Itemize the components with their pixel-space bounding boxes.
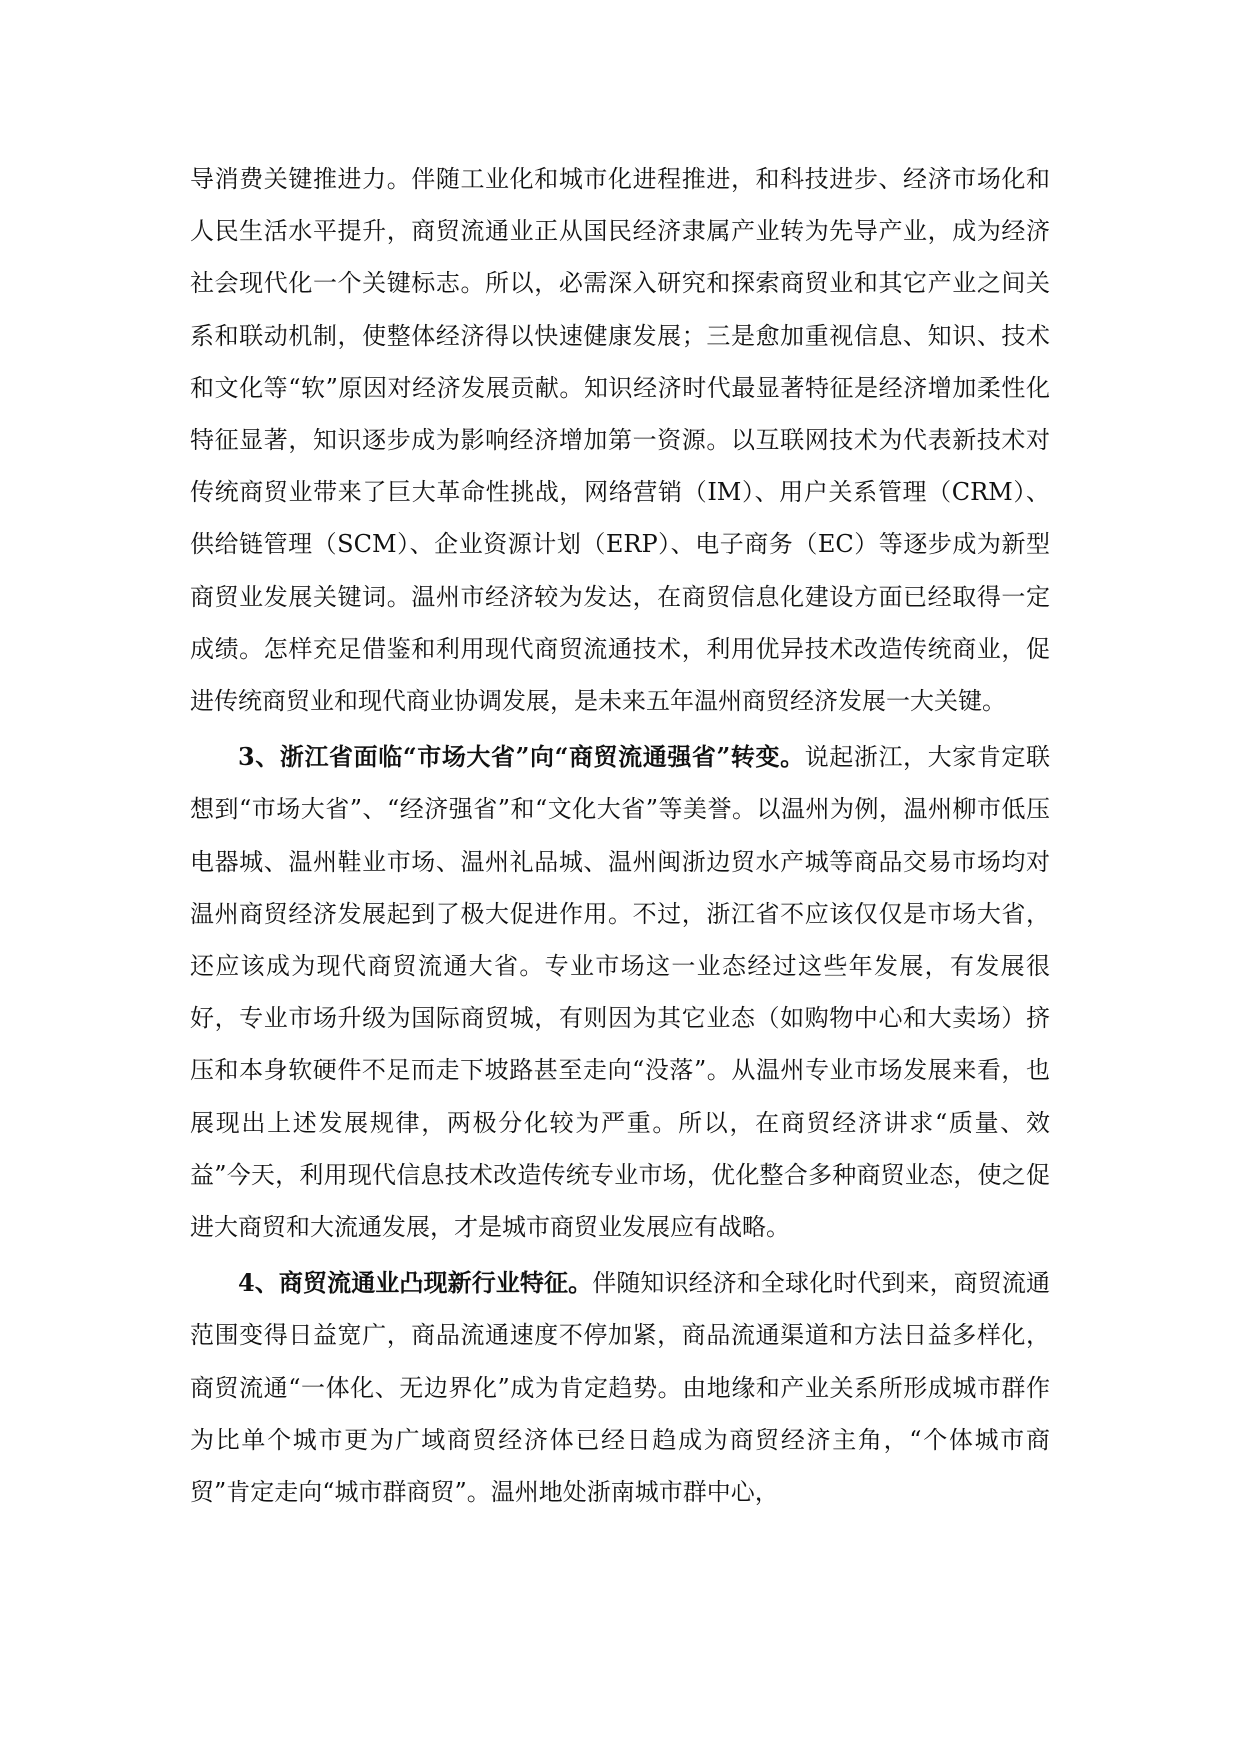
- paragraph-text: 说起浙江，大家肯定联想到“市场大省”、“经济强省”和“文化大省”等美誉。以温州为例，温州柳市低压电器城、温州鞋业市场、温州礼品城、温州闽浙边贸水产城等商品交易市场均对温州商贸经济发展起到了极大促进作用。不过，浙江省不应该仅仅是市场大省，还应该成为现代商贸流通大省。专业市场这一业态经过这些年发展，有发展很好，专业市场升级为国际商贸城，有则因为其它业态（如购物中心和大卖场）挤压和本身软硬件不足而走下坡路甚至走向“没落”。从温州专业市场发展来看，也展现出上述发展规律，两极分化较为严重。所以，在商贸经济讲求“质量、效益”今天，利用现代信息技术改造传统专业市场，优化整合多种商贸业态，使之促进大商贸和大流通发展，才是城市商贸业发展应有战略。: [190, 743, 1051, 1242]
- paragraph-text: 伴随知识经济和全球化时代到来，商贸流通范围变得日益宽广，商品流通速度不停加紧，商品流通渠道和方法日益多样化，商贸流通“一体化、无边界化”成为肯定趋势。由地缘和产业关系所形成城市群作为比单个城市更为广域商贸经济体已经日趋成为商贸经济主角，“个体城市商贸”肯定走向“城市群商贸”。温州地处浙南城市群中心，: [190, 1269, 1051, 1507]
- paragraph-text: 导消费关键推进力。伴随工业化和城市化进程推进，和科技进步、经济市场化和人民生活水平提升，商贸流通业正从国民经济隶属产业转为先导产业，成为经济社会现代化一个关键标志。所以，必需深入研究和探索商贸业和其它产业之间关系和联动机制，使整体经济得以快速健康发展；三是愈加重视信息、知识、技术和文化等“软”原因对经济发展贡献。知识经济时代最显著特征是经济增加柔性化特征显著，知识逐步成为影响经济增加第一资源。以互联网技术为代表新技术对传统商贸业带来了巨大革命性挑战，网络营销（IM）、用户关系管理（CRM）、供给链管理（SCM）、企业资源计划（ERP）、电子商务（EC）等逐步成为新型商贸业发展关键词。温州市经济较为发达，在商贸信息化建设方面已经取得一定成绩。怎样充足借鉴和利用现代商贸流通技术，利用优异技术改造传统商业，促进传统商贸业和现代商业协调发展，是未来五年温州商贸经济发展一大关键。: [190, 165, 1050, 716]
- paragraph-continuation: [190, 153, 1050, 727]
- section-heading-3: 3、浙江省面临“市场大省”向“商贸流通强省”转变。: [238, 742, 805, 772]
- paragraph-section-3: [190, 731, 1050, 1253]
- document-body: [190, 153, 1050, 1518]
- section-heading-4: 4、商贸流通业凸现新行业特征。: [238, 1268, 593, 1298]
- paragraph-section-4: [190, 1257, 1050, 1518]
